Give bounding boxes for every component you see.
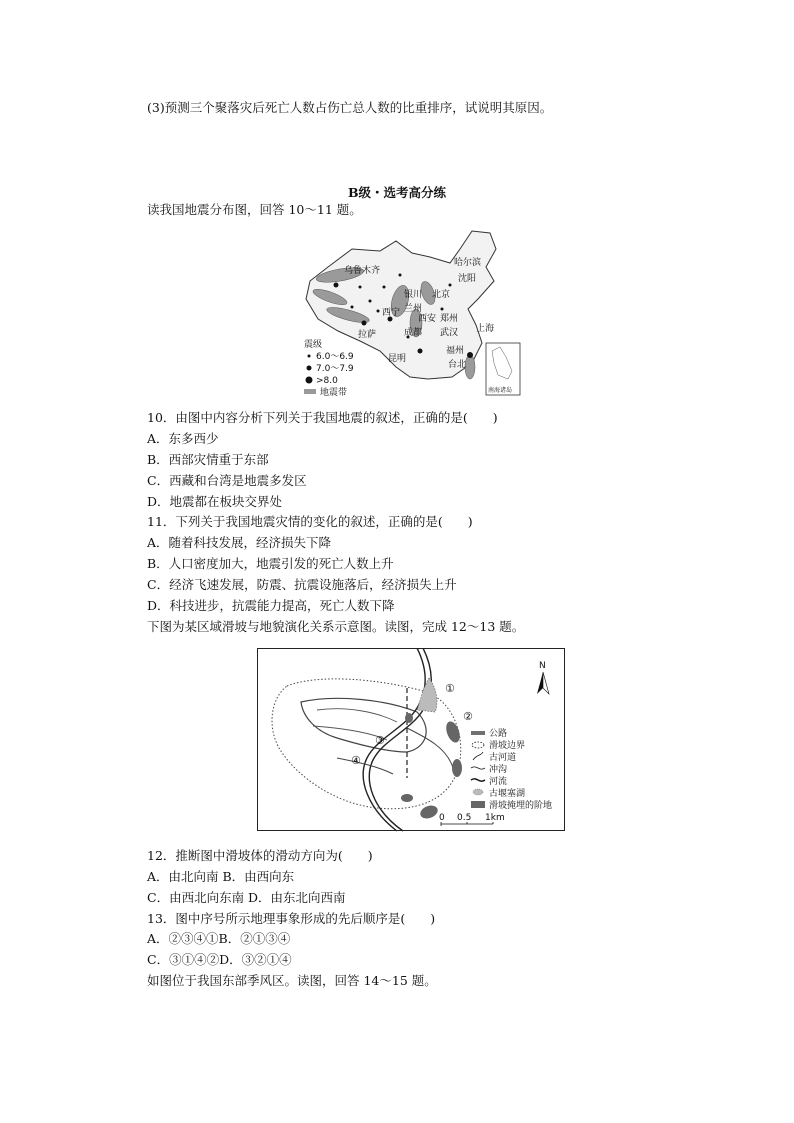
question-13-options-cd: C．③①④②D．③②①④ bbox=[147, 952, 292, 967]
city-label: 西安 bbox=[418, 314, 437, 324]
legend-marker-belt bbox=[304, 389, 316, 394]
legend-marker-medium bbox=[307, 366, 312, 371]
city-label: 兰州 bbox=[404, 304, 423, 314]
legend-item: 公路 bbox=[489, 729, 508, 739]
legend-item: 滑坡边界 bbox=[489, 741, 526, 751]
legend-item: 冲沟 bbox=[489, 765, 508, 775]
marker-3: ③ bbox=[375, 734, 385, 747]
intro-14-15: 如图位于我国东部季风区。读图，回答 14～15 题。 bbox=[147, 973, 437, 988]
legend-title: 震级 bbox=[304, 340, 323, 350]
scale-label: 0 bbox=[439, 813, 445, 823]
legend-symbol-dammed-lake bbox=[473, 789, 483, 795]
legend-item: 河流 bbox=[489, 777, 508, 787]
city-label: 拉萨 bbox=[358, 330, 377, 340]
question-12-stem: 12．推断图中滑坡体的滑动方向为( ) bbox=[147, 848, 373, 863]
intro-12-13: 下图为某区域滑坡与地貌演化关系示意图。读图，完成 12～13 题。 bbox=[147, 619, 525, 634]
city-label: 西宁 bbox=[382, 308, 401, 318]
legend-item: 古堰塞湖 bbox=[489, 789, 526, 799]
question-11-option-b: B．人口密度加大，地震引发的死亡人数上升 bbox=[147, 556, 394, 571]
legend-item: 滑坡掩埋的阶地 bbox=[489, 801, 553, 811]
legend-marker-large bbox=[306, 377, 313, 384]
city-label: 郑州 bbox=[440, 314, 459, 324]
legend-item: >8.0 bbox=[316, 376, 338, 386]
city-label: 哈尔滨 bbox=[454, 258, 482, 268]
question-10-option-a: A．东多西少 bbox=[147, 431, 219, 446]
question-10-option-b: B．西部灾情重于东部 bbox=[147, 452, 269, 467]
city-label: 昆明 bbox=[388, 354, 407, 364]
legend-marker-small bbox=[308, 355, 311, 358]
question-9-part-3: (3)预测三个聚落灾后死亡人数占伤亡总人数的比重排序，试说明其原因。 bbox=[147, 100, 553, 115]
north-label: N bbox=[539, 661, 546, 671]
question-13-stem: 13．图中序号所示地理事象形成的先后顺序是( ) bbox=[147, 911, 436, 926]
city-label: 福州 bbox=[446, 346, 465, 356]
intro-10-11: 读我国地震分布图，回答 10～11 题。 bbox=[147, 202, 362, 217]
question-12-options-cd: C．由西北向东南 D．由东北向西南 bbox=[147, 890, 346, 905]
legend-symbol-buried-terrace bbox=[471, 801, 485, 808]
question-11-option-d: D．科技进步，抗震能力提高，死亡人数下降 bbox=[147, 598, 395, 613]
marker-2: ② bbox=[463, 710, 473, 723]
scale-label: 1km bbox=[485, 813, 505, 823]
legend-item: 6.0～6.9 bbox=[316, 352, 354, 362]
question-10-stem: 10．由图中内容分析下列关于我国地震的叙述，正确的是( ) bbox=[147, 410, 498, 425]
china-earthquake-map bbox=[300, 227, 522, 399]
city-label: 北京 bbox=[432, 290, 451, 300]
question-10-option-c: C．西藏和台湾是地震多发区 bbox=[147, 473, 307, 488]
city-label: 武汉 bbox=[440, 328, 459, 338]
question-13-options-ab: A．②③④①B．②①③④ bbox=[147, 931, 291, 946]
scale-label: 0.5 bbox=[457, 813, 472, 823]
question-10-option-d: D．地震都在板块交界处 bbox=[147, 494, 283, 509]
city-label: 成都 bbox=[404, 328, 423, 338]
section-title: B级・选考高分练 bbox=[347, 185, 447, 200]
city-label: 乌鲁木齐 bbox=[344, 266, 381, 276]
landslide-map bbox=[257, 648, 565, 832]
question-11-option-c: C．经济飞速发展，防震、抗震设施落后，经济损失上升 bbox=[147, 577, 457, 592]
question-11-option-a: A．随着科技发展，经济损失下降 bbox=[147, 535, 332, 550]
legend-item: 7.0～7.9 bbox=[316, 364, 354, 374]
legend-item: 地震带 bbox=[320, 388, 348, 398]
marker-1: ① bbox=[445, 682, 455, 695]
question-12-options-ab: A．由北向南 B．由西向东 bbox=[147, 869, 295, 884]
marker-4: ④ bbox=[351, 754, 361, 767]
city-label: 上海 bbox=[476, 324, 495, 334]
city-label: 台北 bbox=[448, 360, 467, 370]
inset-label: 南海诸岛 bbox=[488, 387, 513, 394]
city-label: 沈阳 bbox=[458, 274, 477, 284]
question-11-stem: 11．下列关于我国地震灾情的变化的叙述，正确的是( ) bbox=[147, 514, 473, 529]
city-label: 银川 bbox=[404, 290, 423, 300]
legend-item: 古河道 bbox=[489, 753, 517, 763]
